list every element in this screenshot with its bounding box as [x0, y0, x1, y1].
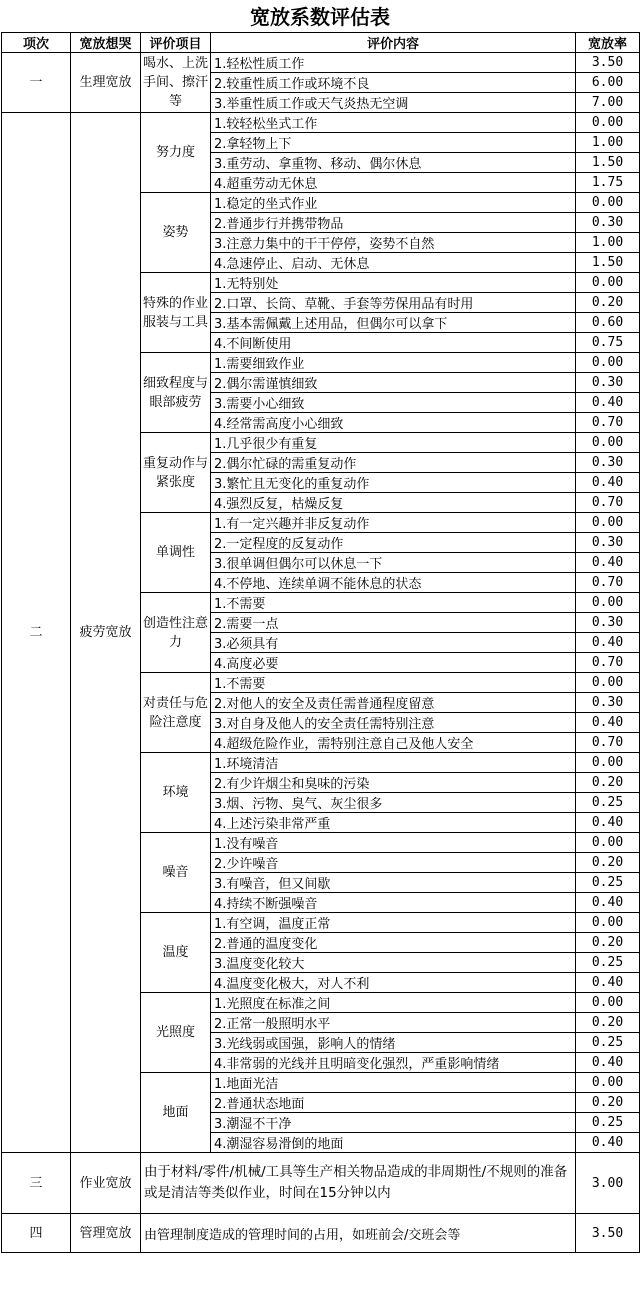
rate-cell: 1.75 — [576, 173, 640, 193]
section-seq: 二 — [2, 113, 71, 1153]
rate-cell: 0.40 — [576, 393, 640, 413]
rate-cell: 0.00 — [576, 993, 640, 1013]
rate-cell: 0.00 — [576, 433, 640, 453]
rate-cell: 0.20 — [576, 293, 640, 313]
content-cell: 2.有少许烟尘和臭味的污染 — [211, 773, 576, 793]
content-cell: 1.有一定兴趣并非反复动作 — [211, 513, 576, 533]
content-cell: 4.经常需高度小心细致 — [211, 413, 576, 433]
rate-cell: 6.00 — [576, 73, 640, 93]
rate-cell: 0.40 — [576, 473, 640, 493]
content-cell: 3.注意力集中的干干停停，姿势不自然 — [211, 233, 576, 253]
content-cell: 3.重劳动、拿重物、移动、偶尔休息 — [211, 153, 576, 173]
content-cell: 2.口罩、长筒、草靴、手套等劳保用品有时用 — [211, 293, 576, 313]
content-cell: 4.高度必要 — [211, 653, 576, 673]
section-item: 喝水、上洗手间、擦汗等 — [141, 53, 211, 113]
content-cell: 2.偶尔需谨慎细致 — [211, 373, 576, 393]
rate-cell: 0.00 — [576, 913, 640, 933]
rate-cell: 0.20 — [576, 853, 640, 873]
rate-cell: 0.75 — [576, 333, 640, 353]
content-cell: 4.上述污染非常严重 — [211, 813, 576, 833]
rate-cell: 1.00 — [576, 233, 640, 253]
content-cell: 4.温度变化极大，对人不利 — [211, 973, 576, 993]
section-seq: 三 — [2, 1153, 71, 1214]
rate-cell: 0.00 — [576, 513, 640, 533]
group-item: 温度 — [141, 913, 211, 993]
header-rate: 宽放率 — [576, 33, 640, 53]
header-seq: 项次 — [2, 33, 71, 53]
group-item: 对责任与危险注意度 — [141, 673, 211, 753]
content-cell: 2.正常一般照明水平 — [211, 1013, 576, 1033]
content-cell: 2.普通状态地面 — [211, 1093, 576, 1113]
table-row — [2, 113, 640, 133]
group-item: 地面 — [141, 1073, 211, 1153]
rate-cell: 0.30 — [576, 533, 640, 553]
content-cell: 由于材料/零件/机械/工具等生产相关物品造成的非周期性/不规则的准备或是清洁等类似作业，时间在15分钟以内 — [141, 1153, 576, 1214]
rate-cell: 0.25 — [576, 793, 640, 813]
content-cell: 1.不需要 — [211, 673, 576, 693]
section-type: 疲劳宽放 — [71, 113, 141, 1153]
content-cell: 3.有噪音，但又间歇 — [211, 873, 576, 893]
table-row — [2, 1153, 640, 1214]
rate-cell: 0.40 — [576, 813, 640, 833]
table-row — [2, 1214, 640, 1253]
rate-cell: 0.40 — [576, 893, 640, 913]
rate-cell: 0.25 — [576, 1033, 640, 1053]
rate-cell: 0.20 — [576, 1093, 640, 1113]
rate-cell: 0.20 — [576, 933, 640, 953]
content-cell: 3.很单调但偶尔可以休息一下 — [211, 553, 576, 573]
table-body — [2, 53, 640, 1253]
content-cell: 2.较重性质工作或环境不良 — [211, 73, 576, 93]
rate-cell: 0.70 — [576, 573, 640, 593]
rate-cell: 0.00 — [576, 593, 640, 613]
content-cell: 1.光照度在标准之间 — [211, 993, 576, 1013]
content-cell: 1.几乎很少有重复 — [211, 433, 576, 453]
group-item: 创造性注意力 — [141, 593, 211, 673]
rate-cell: 0.00 — [576, 673, 640, 693]
rate-cell: 0.30 — [576, 213, 640, 233]
content-cell: 1.环境清洁 — [211, 753, 576, 773]
content-cell: 1.需要细致作业 — [211, 353, 576, 373]
rate-cell: 0.25 — [576, 873, 640, 893]
group-item: 噪音 — [141, 833, 211, 913]
rate-cell: 0.30 — [576, 373, 640, 393]
allowance-table — [1, 32, 640, 1253]
rate-cell: 0.25 — [576, 1113, 640, 1133]
content-cell: 2.一定程度的反复动作 — [211, 533, 576, 553]
content-cell: 1.无特别处 — [211, 273, 576, 293]
content-cell: 4.不间断使用 — [211, 333, 576, 353]
content-cell: 1.地面光洁 — [211, 1073, 576, 1093]
rate-cell: 0.40 — [576, 1053, 640, 1073]
content-cell: 3.对自身及他人的安全责任需特别注意 — [211, 713, 576, 733]
rate-cell: 0.25 — [576, 953, 640, 973]
header-content: 评价内容 — [211, 33, 576, 53]
content-cell: 2.偶尔忙碌的需重复动作 — [211, 453, 576, 473]
rate-cell: 3.50 — [576, 53, 640, 73]
content-cell: 2.对他人的安全及责任需普通程度留意 — [211, 693, 576, 713]
content-cell: 3.繁忙且无变化的重复动作 — [211, 473, 576, 493]
section-seq: 一 — [2, 53, 71, 113]
content-cell: 2.普通的温度变化 — [211, 933, 576, 953]
rate-cell: 0.70 — [576, 653, 640, 673]
content-cell: 3.必须具有 — [211, 633, 576, 653]
group-item: 努力度 — [141, 113, 211, 193]
group-item: 特殊的作业服装与工具 — [141, 273, 211, 353]
rate-cell: 0.70 — [576, 493, 640, 513]
rate-cell: 0.70 — [576, 733, 640, 753]
content-cell: 1.有空调，温度正常 — [211, 913, 576, 933]
content-cell: 3.基本需佩戴上述用品，但偶尔可以拿下 — [211, 313, 576, 333]
rate-cell: 0.00 — [576, 193, 640, 213]
content-cell: 1.没有噪音 — [211, 833, 576, 853]
content-cell: 1.较轻松坐式工作 — [211, 113, 576, 133]
rate-cell: 0.00 — [576, 353, 640, 373]
rate-cell: 0.30 — [576, 453, 640, 473]
rate-cell: 0.00 — [576, 1073, 640, 1093]
group-item: 环境 — [141, 753, 211, 833]
rate-cell: 0.40 — [576, 713, 640, 733]
rate-cell: 0.70 — [576, 413, 640, 433]
content-cell: 3.举重性质工作或天气炎热无空调 — [211, 93, 576, 113]
rate-cell: 0.00 — [576, 753, 640, 773]
section-type: 作业宽放 — [71, 1153, 141, 1214]
rate-cell: 7.00 — [576, 93, 640, 113]
rate-cell: 0.60 — [576, 313, 640, 333]
content-cell: 2.普通步行并携带物品 — [211, 213, 576, 233]
page-title: 宽放系数评估表 — [250, 5, 390, 29]
content-cell: 4.潮湿容易滑倒的地面 — [211, 1133, 576, 1153]
group-item: 光照度 — [141, 993, 211, 1073]
header-type: 宽放想哭 — [71, 33, 141, 53]
rate-cell: 1.50 — [576, 153, 640, 173]
content-cell: 1.轻松性质工作 — [211, 53, 576, 73]
content-cell: 3.需要小心细致 — [211, 393, 576, 413]
content-cell: 3.温度变化较大 — [211, 953, 576, 973]
content-cell: 4.超级危险作业，需特别注意自己及他人安全 — [211, 733, 576, 753]
rate-cell: 1.50 — [576, 253, 640, 273]
content-cell: 3.光线弱或国强，影响人的情绪 — [211, 1033, 576, 1053]
content-cell: 3.潮湿不干净 — [211, 1113, 576, 1133]
group-item: 重复动作与紧张度 — [141, 433, 211, 513]
rate-cell: 0.40 — [576, 1133, 640, 1153]
content-cell: 由管理制度造成的管理时间的占用，如班前会/交班会等 — [141, 1214, 576, 1253]
group-item: 细致程度与眼部疲劳 — [141, 353, 211, 433]
rate-cell: 1.00 — [576, 133, 640, 153]
rate-cell: 0.30 — [576, 613, 640, 633]
content-cell: 2.少许噪音 — [211, 853, 576, 873]
rate-cell: 0.40 — [576, 633, 640, 653]
rate-cell: 0.00 — [576, 273, 640, 293]
rate-cell: 0.00 — [576, 113, 640, 133]
rate-cell: 3.50 — [576, 1214, 640, 1253]
group-item: 姿势 — [141, 193, 211, 273]
content-cell: 4.非常弱的光线并且明暗变化强烈，严重影响情绪 — [211, 1053, 576, 1073]
content-cell: 4.强烈反复，枯燥反复 — [211, 493, 576, 513]
content-cell: 4.持续不断强噪音 — [211, 893, 576, 913]
rate-cell: 0.40 — [576, 973, 640, 993]
rate-cell: 0.40 — [576, 553, 640, 573]
content-cell: 1.稳定的坐式作业 — [211, 193, 576, 213]
table-row — [2, 53, 640, 73]
rate-cell: 0.00 — [576, 833, 640, 853]
content-cell: 1.不需要 — [211, 593, 576, 613]
content-cell: 3.烟、污物、臭气、灰尘很多 — [211, 793, 576, 813]
header-row — [2, 33, 640, 53]
group-item: 单调性 — [141, 513, 211, 593]
header-item: 评价项目 — [141, 33, 211, 53]
content-cell: 4.超重劳动无休息 — [211, 173, 576, 193]
section-type: 管理宽放 — [71, 1214, 141, 1253]
content-cell: 2.拿轻物上下 — [211, 133, 576, 153]
content-cell: 4.不停地、连续单调不能休息的状态 — [211, 573, 576, 593]
rate-cell: 0.20 — [576, 1013, 640, 1033]
rate-cell: 3.00 — [576, 1153, 640, 1214]
section-type: 生理宽放 — [71, 53, 141, 113]
content-cell: 2.需要一点 — [211, 613, 576, 633]
rate-cell: 0.20 — [576, 773, 640, 793]
rate-cell: 0.30 — [576, 693, 640, 713]
content-cell: 4.急速停止、启动、无休息 — [211, 253, 576, 273]
section-seq: 四 — [2, 1214, 71, 1253]
